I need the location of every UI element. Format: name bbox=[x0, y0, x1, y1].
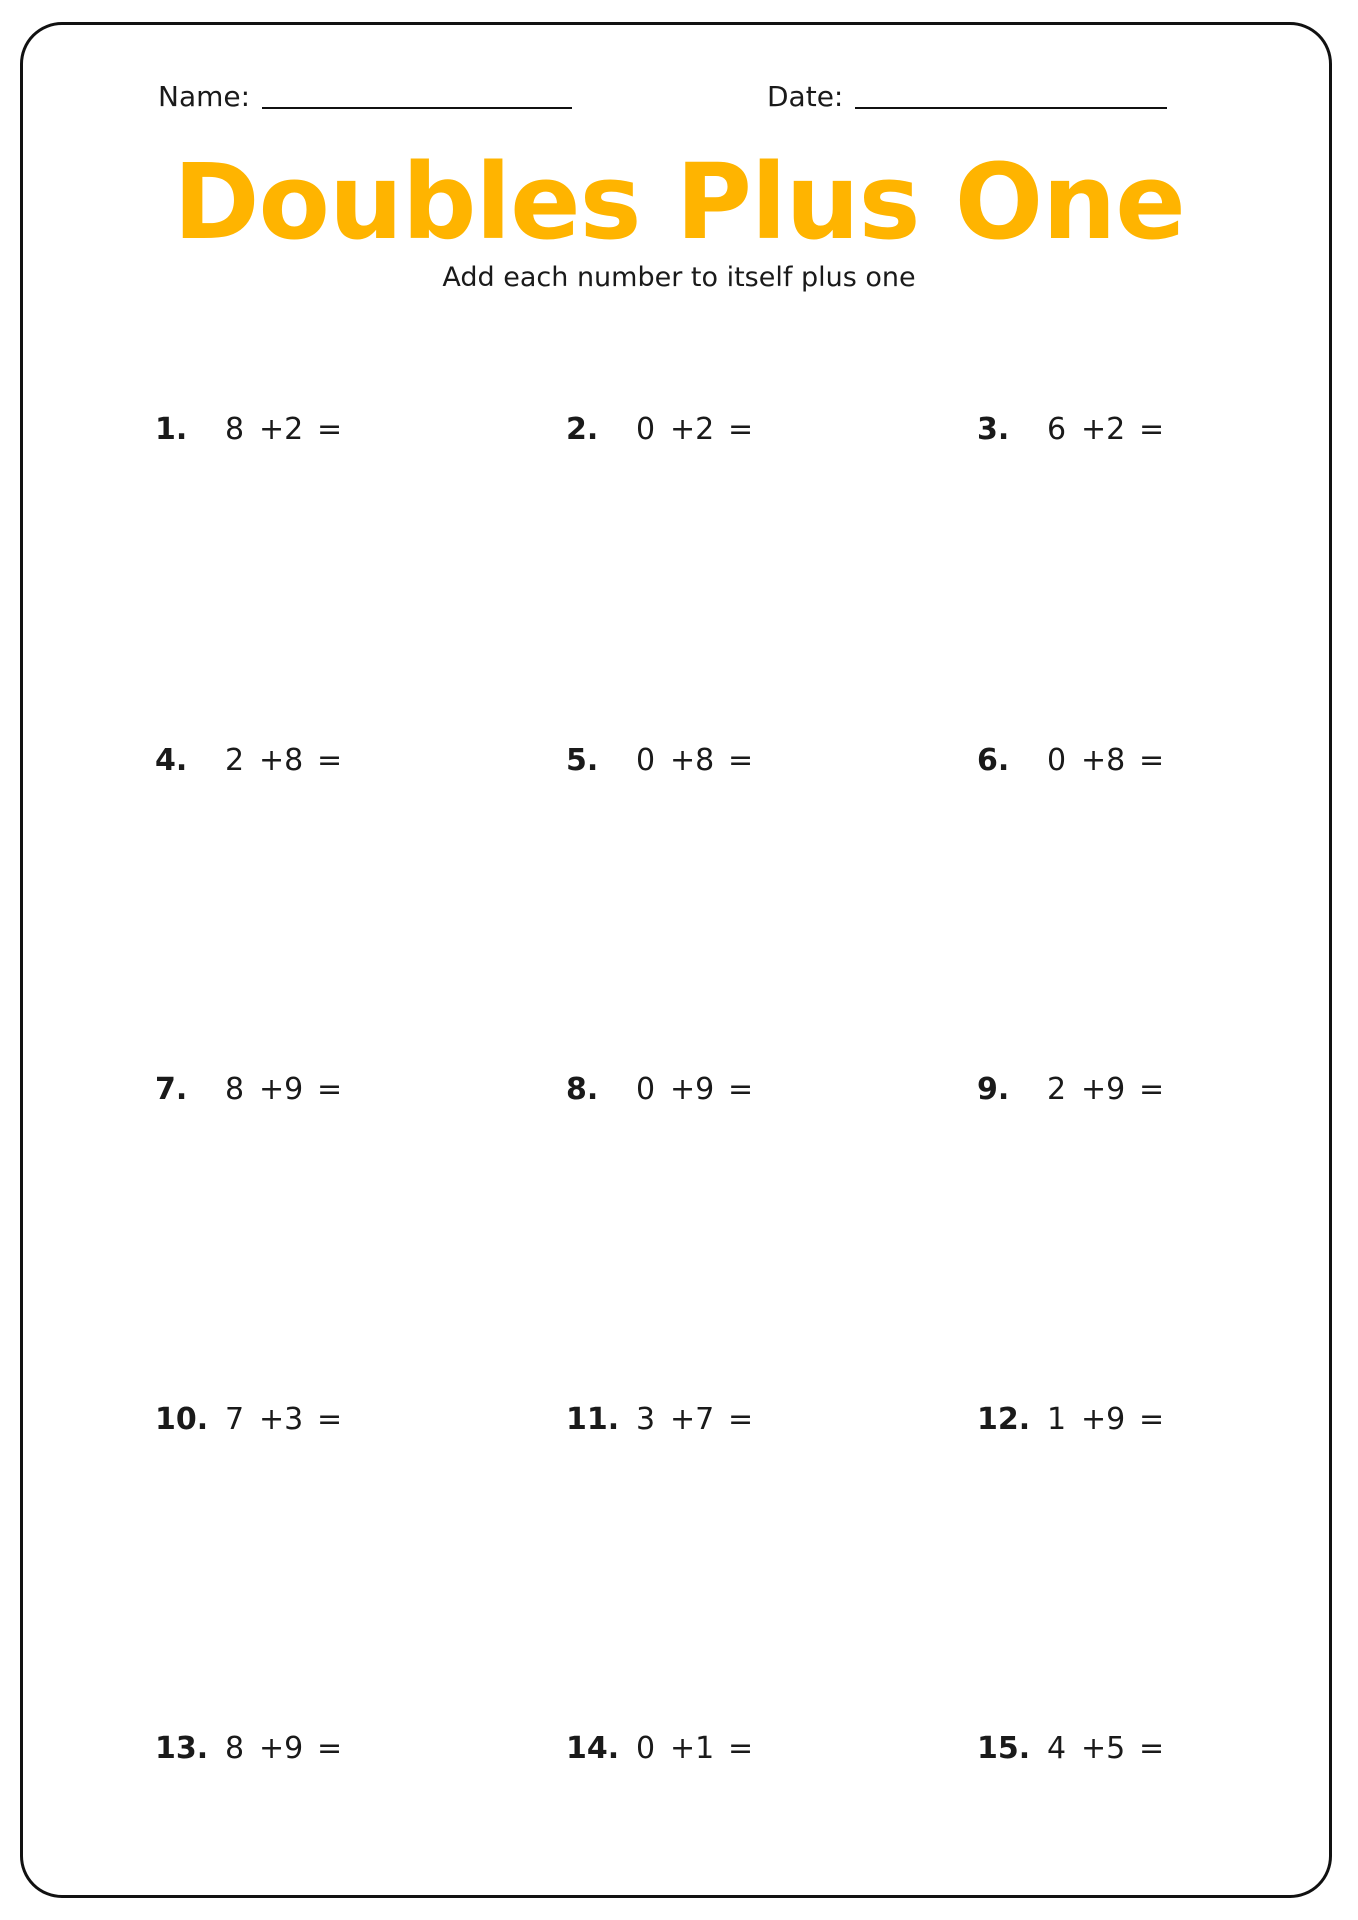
problem-number: 3. bbox=[977, 412, 1010, 447]
problem-equals: = bbox=[728, 1731, 754, 1766]
problem-operand-a: 0 bbox=[636, 1072, 656, 1107]
problem-equals: = bbox=[1139, 1072, 1165, 1107]
problem-item bbox=[977, 1731, 1169, 1766]
problem-equals: = bbox=[317, 1402, 343, 1437]
problem-number: 5. bbox=[566, 743, 599, 778]
problem-operand-b: +2 bbox=[670, 412, 715, 447]
problem-operand-b: +1 bbox=[670, 1731, 715, 1766]
problem-item bbox=[155, 412, 347, 447]
problem-operand-b: +8 bbox=[1081, 743, 1126, 778]
problem-item bbox=[155, 1731, 347, 1766]
problem-operand-b: +3 bbox=[259, 1402, 304, 1437]
problem-number: 13. bbox=[155, 1731, 209, 1766]
problem-equals: = bbox=[728, 1402, 754, 1437]
problem-number: 4. bbox=[155, 743, 188, 778]
problem-operand-a: 8 bbox=[225, 1731, 245, 1766]
date-label: Date: bbox=[767, 80, 844, 113]
page-title: Doubles Plus One bbox=[173, 141, 1185, 263]
problem-number: 11. bbox=[566, 1402, 620, 1437]
problem-operand-a: 2 bbox=[1047, 1072, 1067, 1107]
problem-operand-a: 1 bbox=[1047, 1402, 1067, 1437]
problem-item bbox=[566, 743, 758, 778]
problem-equals: = bbox=[317, 412, 343, 447]
problem-item bbox=[977, 743, 1169, 778]
problem-operand-b: +8 bbox=[670, 743, 715, 778]
problem-item bbox=[566, 1731, 758, 1766]
problem-item bbox=[155, 1072, 347, 1107]
problem-operand-a: 3 bbox=[636, 1402, 656, 1437]
problem-equals: = bbox=[1139, 1402, 1165, 1437]
problem-item bbox=[977, 412, 1169, 447]
page-subtitle: Add each number to itself plus one bbox=[442, 262, 916, 293]
problem-operand-a: 0 bbox=[636, 1731, 656, 1766]
problem-number: 2. bbox=[566, 412, 599, 447]
problem-item bbox=[566, 1072, 758, 1107]
problem-operand-a: 2 bbox=[225, 743, 245, 778]
problem-operand-a: 8 bbox=[225, 1072, 245, 1107]
problem-equals: = bbox=[728, 743, 754, 778]
problem-equals: = bbox=[1139, 743, 1165, 778]
problem-number: 15. bbox=[977, 1731, 1031, 1766]
problem-equals: = bbox=[317, 743, 343, 778]
problem-item bbox=[155, 743, 347, 778]
problem-item bbox=[155, 1402, 347, 1437]
problem-operand-a: 6 bbox=[1047, 412, 1067, 447]
problem-number: 8. bbox=[566, 1072, 599, 1107]
problem-operand-a: 4 bbox=[1047, 1731, 1067, 1766]
problem-operand-b: +7 bbox=[670, 1402, 715, 1437]
problem-operand-b: +2 bbox=[259, 412, 304, 447]
problem-operand-b: +5 bbox=[1081, 1731, 1126, 1766]
problem-operand-a: 0 bbox=[636, 412, 656, 447]
problem-equals: = bbox=[1139, 412, 1165, 447]
problem-equals: = bbox=[317, 1731, 343, 1766]
problem-operand-a: 0 bbox=[1047, 743, 1067, 778]
problem-equals: = bbox=[728, 1072, 754, 1107]
problem-operand-a: 8 bbox=[225, 412, 245, 447]
problem-number: 14. bbox=[566, 1731, 620, 1766]
problem-number: 9. bbox=[977, 1072, 1010, 1107]
problem-operand-b: +2 bbox=[1081, 412, 1126, 447]
problem-operand-b: +9 bbox=[259, 1072, 304, 1107]
problem-equals: = bbox=[728, 412, 754, 447]
problem-operand-b: +9 bbox=[1081, 1072, 1126, 1107]
problem-operand-b: +8 bbox=[259, 743, 304, 778]
problem-operand-b: +9 bbox=[259, 1731, 304, 1766]
problem-item bbox=[977, 1072, 1169, 1107]
problem-operand-a: 7 bbox=[225, 1402, 245, 1437]
name-label: Name: bbox=[158, 80, 251, 113]
problem-item bbox=[566, 412, 758, 447]
problem-number: 6. bbox=[977, 743, 1010, 778]
problem-equals: = bbox=[317, 1072, 343, 1107]
problem-operand-b: +9 bbox=[670, 1072, 715, 1107]
problem-number: 7. bbox=[155, 1072, 188, 1107]
problem-equals: = bbox=[1139, 1731, 1165, 1766]
problem-item bbox=[977, 1402, 1169, 1437]
problem-number: 12. bbox=[977, 1402, 1031, 1437]
problem-number: 10. bbox=[155, 1402, 209, 1437]
problem-operand-b: +9 bbox=[1081, 1402, 1126, 1437]
problem-item bbox=[566, 1402, 758, 1437]
problem-operand-a: 0 bbox=[636, 743, 656, 778]
problem-number: 1. bbox=[155, 412, 188, 447]
